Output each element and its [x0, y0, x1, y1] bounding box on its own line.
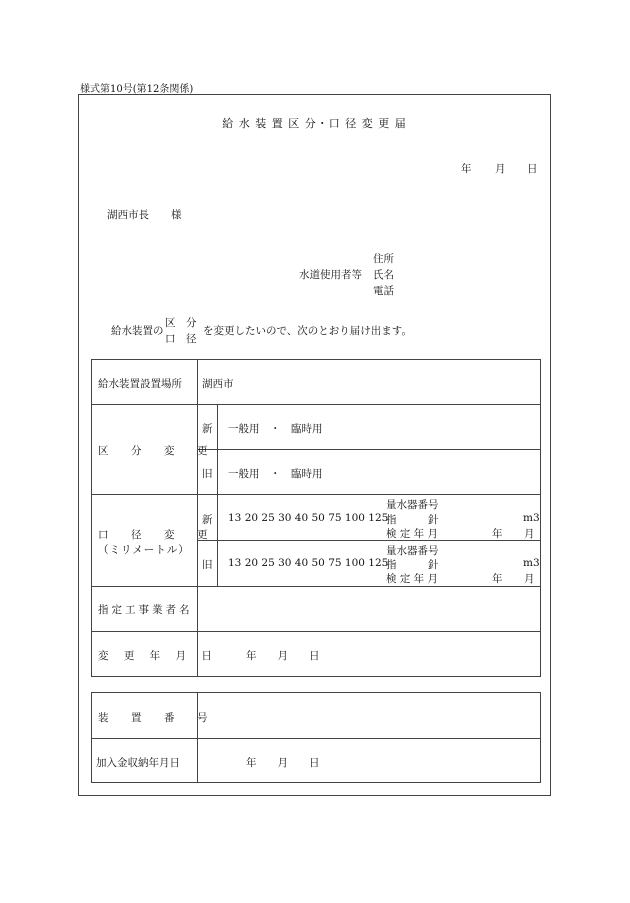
date-year: 年: [461, 163, 472, 175]
form-number: 様式第10号(第12条関係): [80, 84, 194, 95]
new-inspection-label: 検 定 年 月: [386, 528, 439, 540]
diameter-new-sizes: 13 20 25 30 40 50 75 100 125: [228, 512, 389, 524]
category-new-options: 一般用 ・ 臨時用: [228, 423, 323, 435]
applicant-phone-label: 電話: [373, 285, 394, 297]
diameter-old-sizes: 13 20 25 30 40 50 75 100 125: [228, 557, 389, 569]
statement-option-diameter: 口 径: [165, 333, 197, 345]
applicant-address-label: 住所: [373, 253, 394, 265]
date-day: 日: [527, 163, 538, 175]
change-date-value: 年 月 日: [246, 650, 320, 662]
old-inspection-month: 月: [524, 573, 535, 585]
old-pointer-label: 指 針: [386, 559, 439, 571]
location-value: 湖西市: [202, 378, 234, 390]
old-pointer-unit: m3: [523, 557, 540, 569]
new-inspection-month: 月: [524, 528, 535, 540]
contractor-label: 指定工事業者名: [98, 604, 193, 616]
office-use-table: [91, 692, 541, 783]
applicant-name-label: 氏名: [373, 269, 394, 281]
change-date-label: 変 更 年 月 日: [98, 650, 218, 662]
diameter-label: 口 径 変 更: [98, 529, 214, 541]
statement-prefix: 給水装置の: [111, 325, 164, 337]
category-new-mark: 新: [202, 423, 213, 435]
category-label: 区 分 変 更: [98, 445, 214, 457]
date-month: 月: [495, 163, 506, 175]
diameter-unit: （ミリメートル）: [98, 544, 190, 556]
diameter-old-mark: 旧: [202, 559, 213, 571]
statement-suffix: を変更したいので、次のとおり届け出ます。: [203, 325, 412, 337]
applicant-label: 水道使用者等: [299, 269, 362, 281]
addressee-name: 湖西市長: [107, 209, 149, 221]
detail-table: [91, 359, 541, 677]
device-number-label: 装 置 番 号: [98, 712, 214, 724]
category-old-options: 一般用 ・ 臨時用: [228, 468, 323, 480]
form-title: 給 水 装 置 区 分・口 径 変 更 届: [222, 117, 407, 130]
location-label: 給水装置設置場所: [98, 378, 182, 390]
old-inspection-label: 検 定 年 月: [386, 573, 439, 585]
new-pointer-label: 指 針: [386, 514, 439, 526]
statement-option-category: 区 分: [165, 317, 197, 329]
diameter-new-mark: 新: [202, 514, 213, 526]
fee-date-label: 加入金収納年月日: [96, 757, 180, 769]
addressee-honorific: 様: [171, 209, 182, 221]
old-inspection-year: 年: [492, 573, 503, 585]
old-meter-no-label: 量水器番号: [386, 545, 439, 557]
new-meter-no-label: 量水器番号: [386, 499, 439, 511]
fee-date-value: 年 月 日: [246, 757, 320, 769]
new-inspection-year: 年: [492, 528, 503, 540]
category-old-mark: 旧: [202, 468, 213, 480]
new-pointer-unit: m3: [523, 512, 540, 524]
